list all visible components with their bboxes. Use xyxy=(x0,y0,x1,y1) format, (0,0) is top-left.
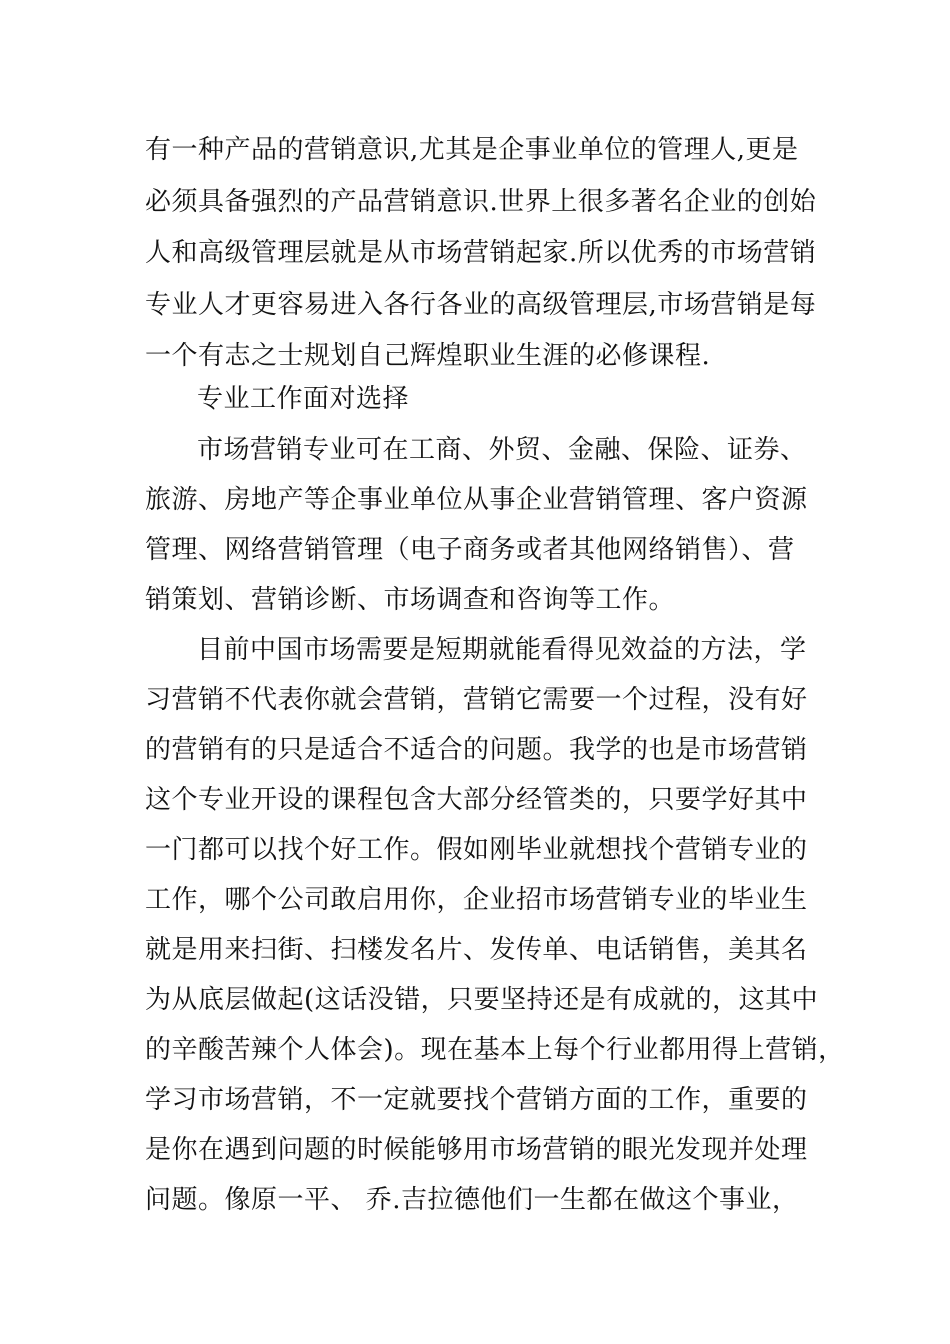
text-line: 旅游、房地产等企事业单位从事企业营销管理、客户资源 xyxy=(145,485,808,515)
text-line: 的辛酸苦辣个人体会)。现在基本上每个行业都用得上营销， xyxy=(145,1035,845,1065)
text-line: 有一种产品的营销意识,尤其是企事业单位的管理人,更是 xyxy=(145,135,799,165)
text-line: 习营销不代表你就会营销，营销它需要一个过程，没有好 xyxy=(145,685,808,715)
text-line: 管理、网络营销管理（电子商务或者其他网络销售）、营 xyxy=(145,535,795,565)
text-line: 为从底层做起(这话没错，只要坚持还是有成就的，这其中 xyxy=(145,985,819,1015)
text-line: 专业人才更容易进入各行各业的高级管理层,市场营销是每 xyxy=(145,290,817,320)
text-line: 销策划、营销诊断、市场调查和咨询等工作。 xyxy=(145,585,676,615)
text-line: 目前中国市场需要是短期就能看得见效益的方法，学 xyxy=(197,635,807,665)
text-line: 一门都可以找个好工作。假如刚毕业就想找个营销专业的 xyxy=(145,835,808,865)
text-line: 市场营销专业可在工商、外贸、金融、保险、证券、 xyxy=(197,435,807,465)
text-line: 工作，哪个公司敢启用你，企业招市场营销专业的毕业生 xyxy=(145,885,808,915)
text-line: 的营销有的只是适合不适合的问题。我学的也是市场营销 xyxy=(145,735,808,765)
text-line: 学习市场营销，不一定就要找个营销方面的工作，重要的 xyxy=(145,1085,808,1115)
text-line: 必须具备强烈的产品营销意识.世界上很多著名企业的创始 xyxy=(145,187,817,217)
text-line: 人和高级管理层就是从市场营销起家.所以优秀的市场营销 xyxy=(145,238,817,268)
text-line: 是你在遇到问题的时候能够用市场营销的眼光发现并处理 xyxy=(145,1135,808,1165)
text-line: 这个专业开设的课程包含大部分经管类的，只要学好其中 xyxy=(145,785,808,815)
text-line: 问题。像原一平、 乔.吉拉德他们一生都在做这个事业， xyxy=(145,1185,799,1215)
text-line: 一个有志之士规划自己辉煌职业生涯的必修课程. xyxy=(145,341,711,371)
text-line: 就是用来扫街、扫楼发名片、发传单、电话销售，美其名 xyxy=(145,935,808,965)
section-heading: 专业工作面对选择 xyxy=(197,384,410,414)
